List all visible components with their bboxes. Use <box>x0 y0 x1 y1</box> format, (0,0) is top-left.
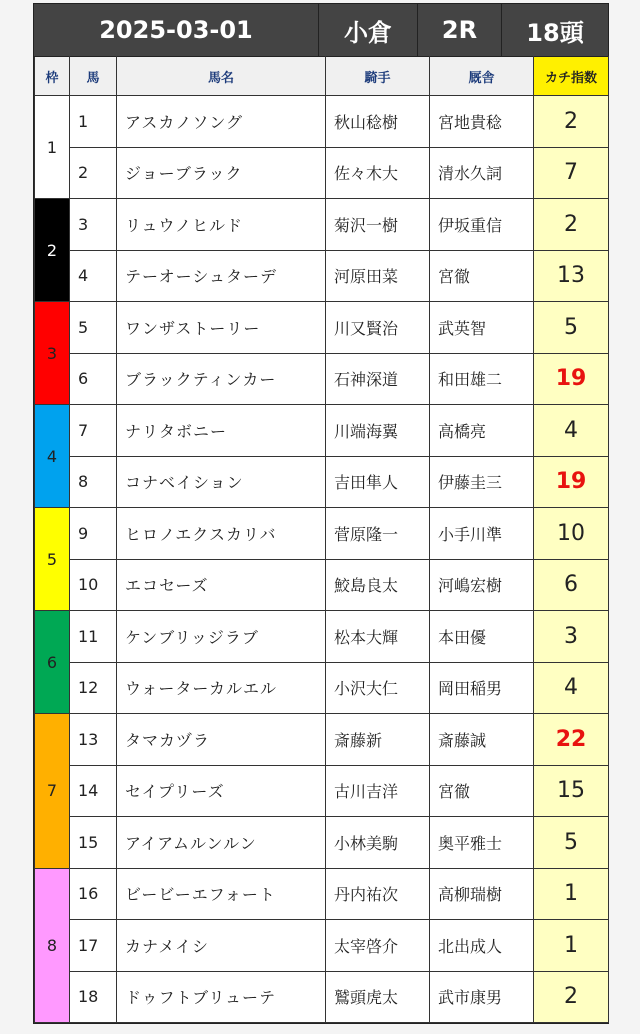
horse-name: カナメイシ <box>117 920 326 972</box>
table-row <box>35 353 609 405</box>
horse-name: ケンブリッジラブ <box>117 611 326 663</box>
table-row <box>35 611 609 663</box>
trainer-name: 武市康男 <box>430 971 534 1023</box>
waku-cell: 7 <box>35 714 70 869</box>
kachi-index: 1 <box>534 920 609 972</box>
waku-cell: 5 <box>35 508 70 611</box>
jockey-name: 小林美駒 <box>326 817 430 869</box>
table-row <box>35 250 609 302</box>
table-row <box>35 456 609 508</box>
trainer-name: 奥平雅士 <box>430 817 534 869</box>
waku-cell: 3 <box>35 302 70 405</box>
col-waku-header: 枠 <box>35 57 70 96</box>
race-table-panel <box>33 3 609 1024</box>
entries-table <box>34 56 609 1023</box>
runner-count: 18頭 <box>526 18 584 47</box>
horse-name: ワンザストーリー <box>117 302 326 354</box>
col-horse-header: 馬名 <box>117 57 326 96</box>
kachi-index: 1 <box>534 868 609 920</box>
table-row <box>35 662 609 714</box>
jockey-name: 鷲頭虎太 <box>326 971 430 1023</box>
race-venue: 小倉 <box>319 4 418 56</box>
uma-number: 10 <box>70 559 117 611</box>
race-number: 2R <box>418 4 502 56</box>
table-row <box>35 765 609 817</box>
jockey-name: 鮫島良太 <box>326 559 430 611</box>
jockey-name: 太宰啓介 <box>326 920 430 972</box>
trainer-name: 小手川準 <box>430 508 534 560</box>
uma-number: 14 <box>70 765 117 817</box>
jockey-name: 古川吉洋 <box>326 765 430 817</box>
trainer-name: 伊藤圭三 <box>430 456 534 508</box>
kachi-index: 19 <box>534 456 609 508</box>
horse-name: ジョーブラック <box>117 147 326 199</box>
jockey-name: 菅原隆一 <box>326 508 430 560</box>
waku-cell: 4 <box>35 405 70 508</box>
table-row <box>35 147 609 199</box>
waku-cell: 6 <box>35 611 70 714</box>
table-row <box>35 96 609 148</box>
kachi-index: 19 <box>534 353 609 405</box>
uma-number: 2 <box>70 147 117 199</box>
kachi-index: 22 <box>534 714 609 766</box>
table-row <box>35 714 609 766</box>
uma-number: 1 <box>70 96 117 148</box>
table-row <box>35 817 609 869</box>
uma-number: 12 <box>70 662 117 714</box>
jockey-name: 石神深道 <box>326 353 430 405</box>
trainer-name: 北出成人 <box>430 920 534 972</box>
table-row <box>35 920 609 972</box>
jockey-name: 河原田菜 <box>326 250 430 302</box>
uma-number: 16 <box>70 868 117 920</box>
table-row <box>35 971 609 1023</box>
table-row <box>35 868 609 920</box>
trainer-name: 清水久詞 <box>430 147 534 199</box>
uma-number: 11 <box>70 611 117 663</box>
jockey-name: 丹内祐次 <box>326 868 430 920</box>
uma-number: 13 <box>70 714 117 766</box>
kachi-index: 4 <box>534 662 609 714</box>
kachi-index: 6 <box>534 559 609 611</box>
horse-name: ブラックティンカー <box>117 353 326 405</box>
trainer-name: 宮徹 <box>430 765 534 817</box>
uma-number: 18 <box>70 971 117 1023</box>
waku-cell: 2 <box>35 199 70 302</box>
trainer-name: 高橋亮 <box>430 405 534 457</box>
trainer-name: 宮徹 <box>430 250 534 302</box>
uma-number: 5 <box>70 302 117 354</box>
jockey-name: 佐々木大 <box>326 147 430 199</box>
uma-number: 9 <box>70 508 117 560</box>
horse-name: ウォーターカルエル <box>117 662 326 714</box>
jockey-name: 斎藤新 <box>326 714 430 766</box>
trainer-name: 本田優 <box>430 611 534 663</box>
race-date: 2025-03-01 <box>34 4 319 56</box>
kachi-index: 13 <box>534 250 609 302</box>
trainer-name: 斎藤誠 <box>430 714 534 766</box>
kachi-index: 2 <box>534 96 609 148</box>
horse-name: エコセーズ <box>117 559 326 611</box>
table-row <box>35 559 609 611</box>
race-header <box>34 4 608 56</box>
horse-name: セイプリーズ <box>117 765 326 817</box>
kachi-index: 5 <box>534 302 609 354</box>
uma-number: 8 <box>70 456 117 508</box>
table-row <box>35 405 609 457</box>
horse-name: ヒロノエクスカリバ <box>117 508 326 560</box>
trainer-name: 伊坂重信 <box>430 199 534 251</box>
horse-name: テーオーシュターデ <box>117 250 326 302</box>
horse-name: コナベイション <box>117 456 326 508</box>
entries-body <box>35 96 609 1023</box>
col-uma-header: 馬 <box>70 57 117 96</box>
waku-cell: 8 <box>35 868 70 1023</box>
kachi-index: 2 <box>534 199 609 251</box>
trainer-name: 武英智 <box>430 302 534 354</box>
horse-name: アイアムルンルン <box>117 817 326 869</box>
table-row <box>35 199 609 251</box>
trainer-name: 宮地貴稔 <box>430 96 534 148</box>
jockey-name: 吉田隼人 <box>326 456 430 508</box>
jockey-name: 川又賢治 <box>326 302 430 354</box>
uma-number: 6 <box>70 353 117 405</box>
jockey-name: 松本大輝 <box>326 611 430 663</box>
horse-name: アスカノソング <box>117 96 326 148</box>
kachi-index: 15 <box>534 765 609 817</box>
jockey-name: 川端海翼 <box>326 405 430 457</box>
col-trainer-header: 厩舎 <box>430 57 534 96</box>
uma-number: 15 <box>70 817 117 869</box>
table-header-row <box>35 57 609 96</box>
jockey-name: 菊沢一樹 <box>326 199 430 251</box>
uma-number: 4 <box>70 250 117 302</box>
jockey-name: 秋山稔樹 <box>326 96 430 148</box>
kachi-index: 4 <box>534 405 609 457</box>
horse-name: リュウノヒルド <box>117 199 326 251</box>
jockey-name: 小沢大仁 <box>326 662 430 714</box>
horse-name: ドゥフトブリューテ <box>117 971 326 1023</box>
col-jockey-header: 騎手 <box>326 57 430 96</box>
kachi-index: 5 <box>534 817 609 869</box>
waku-cell: 1 <box>35 96 70 199</box>
kachi-index: 2 <box>534 971 609 1023</box>
kachi-index: 3 <box>534 611 609 663</box>
table-row <box>35 508 609 560</box>
trainer-name: 高柳瑞樹 <box>430 868 534 920</box>
trainer-name: 河嶋宏樹 <box>430 559 534 611</box>
table-row <box>35 302 609 354</box>
horse-name: ビービーエフォート <box>117 868 326 920</box>
horse-name: タマカヅラ <box>117 714 326 766</box>
trainer-name: 岡田稲男 <box>430 662 534 714</box>
col-kachi-header: カチ指数 <box>534 57 609 96</box>
trainer-name: 和田雄二 <box>430 353 534 405</box>
uma-number: 7 <box>70 405 117 457</box>
kachi-index: 10 <box>534 508 609 560</box>
uma-number: 3 <box>70 199 117 251</box>
horse-name: ナリタボニー <box>117 405 326 457</box>
kachi-index: 7 <box>534 147 609 199</box>
uma-number: 17 <box>70 920 117 972</box>
